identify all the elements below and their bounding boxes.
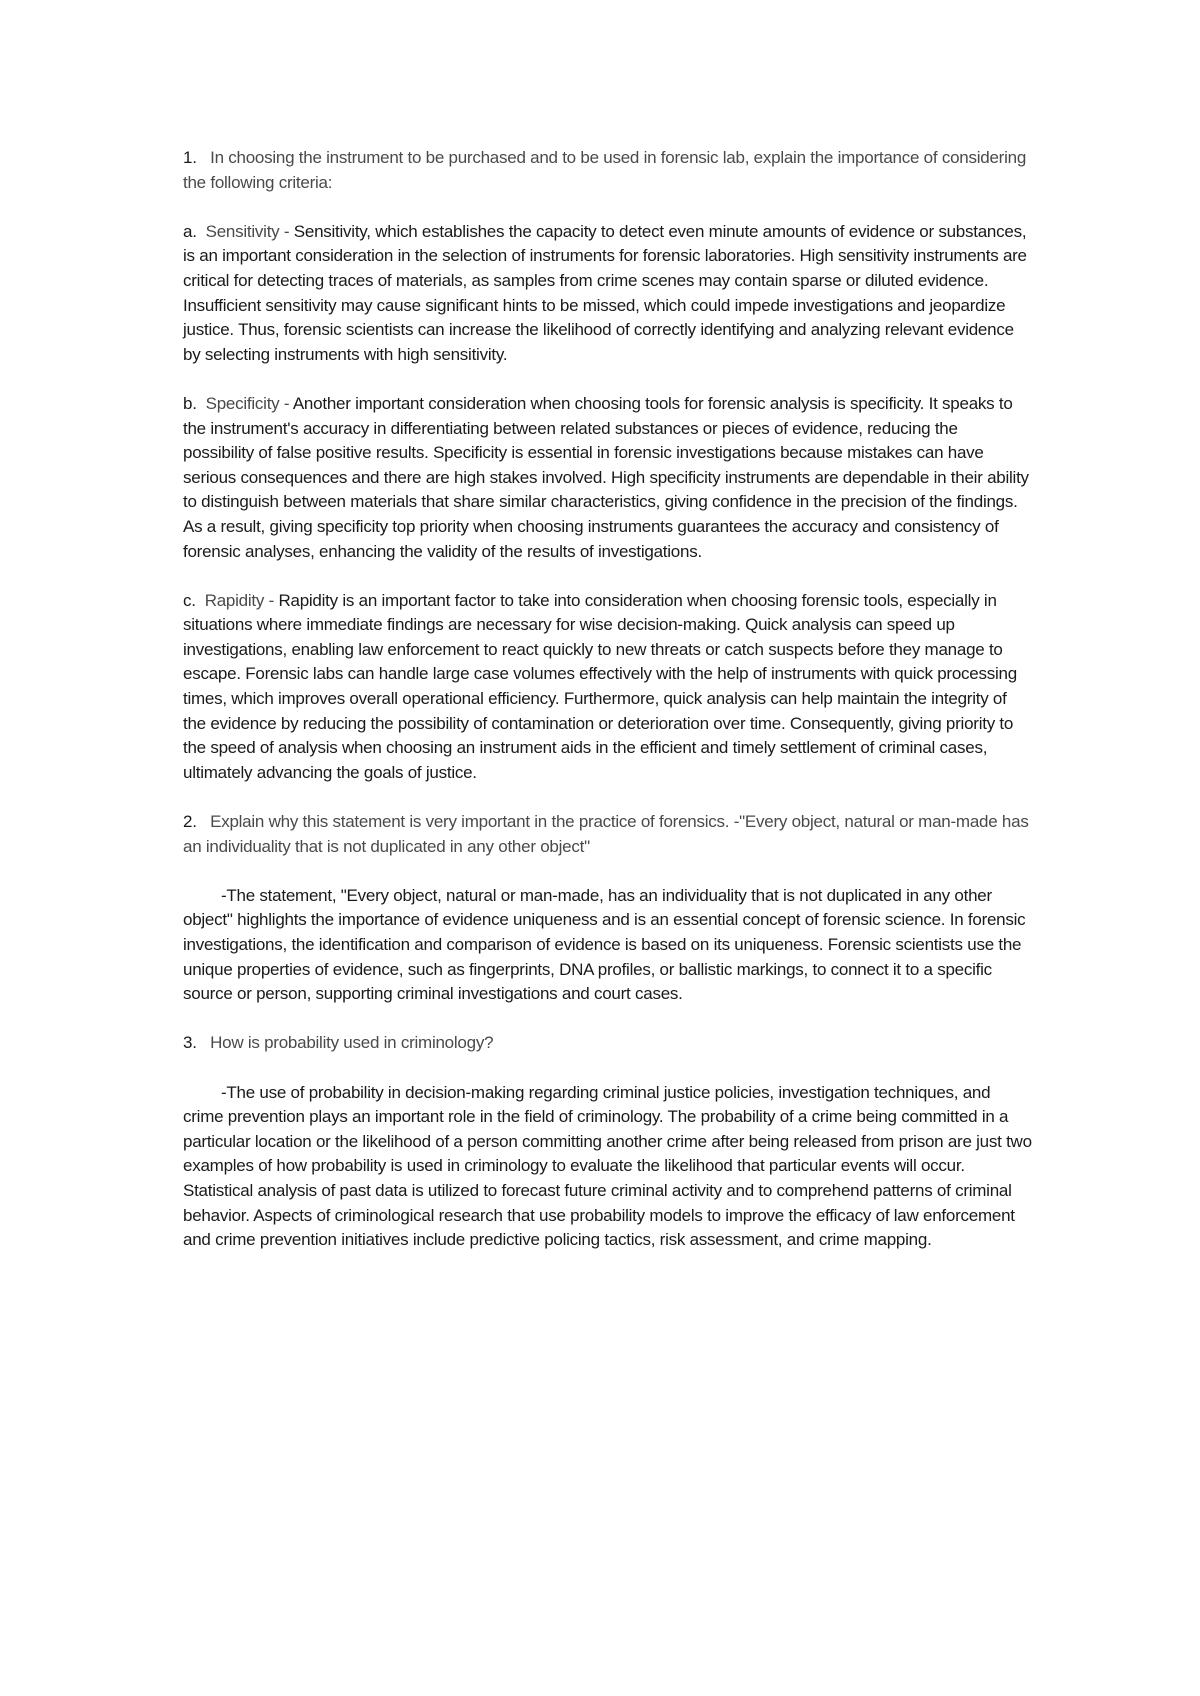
- question-2: [183, 810, 1033, 859]
- question-2-text: Explain why this statement is very important in the practice of forensics. -"Every object, natural or man-made has an individuality that is not duplicated in any other object": [183, 812, 1029, 856]
- spacer: [183, 564, 1033, 589]
- spacer: [183, 367, 1033, 392]
- question-1: [183, 146, 1033, 195]
- criterion-c-separator: -: [264, 590, 279, 610]
- criterion-b-label: Specificity: [205, 393, 280, 413]
- criterion-c-paragraph: [183, 589, 1033, 786]
- document-page: [183, 146, 1033, 1253]
- answer-3-paragraph: -The use of probability in decision-making regarding criminal justice policies, investigation techniques, and crime prevention plays an important role in the field of criminology. The probability of a crime being committed in a particular location or the likelihood of a person committing another crime after being released from prison are just two examples of how probability is used in criminology to evaluate the likelihood that particular events will occur. Statistical analysis of past data is utilized to forecast future criminal activity and to comprehend patterns of criminal behavior. Aspects of criminological research that use probability models to improve the efficacy of law enforcement and crime prevention initiatives include predictive policing tactics, risk assessment, and crime mapping.: [183, 1082, 1032, 1250]
- question-3-number: 3.: [183, 1033, 197, 1053]
- answer-2-paragraph: -The statement, "Every object, natural or man-made, has an individuality that is not duplicated in any other object" highlights the importance of evidence uniqueness and is an essential concept of forensic science. In forensic investigations, the identification and comparison of evidence is based on its uniqueness. Forensic scientists use the unique properties of evidence, such as fingerprints, DNA profiles, or ballistic markings, to connect it to a specific source or person, supporting criminal investigations and court cases.: [183, 885, 1026, 1004]
- criterion-a-marker: a.: [183, 221, 197, 241]
- criterion-b-separator: -: [279, 393, 293, 413]
- spacer: [183, 1056, 1033, 1081]
- spacer: [183, 785, 1033, 810]
- question-2-number: 2.: [183, 812, 197, 832]
- spacer: [183, 1007, 1033, 1032]
- question-1-number: 1.: [183, 148, 197, 167]
- question-3: [183, 1031, 1033, 1056]
- criterion-b-text: Another important consideration when choosing tools for forensic analysis is specificity. It speaks to the instrument's accuracy in differentiating between related substances or pieces of evidence, reducing the possibility of false positive results. Specificity is essential in forensic investigations because mistakes can have serious consequences and there are high stakes involved. High specificity instruments are dependable in their ability to distinguish between materials that share similar characteristics, giving confidence in the precision of the findings. As a result, giving specificity top priority when choosing instruments guarantees the accuracy and consistency of forensic analyses, enhancing the validity of the results of investigations.: [183, 393, 1029, 561]
- criterion-a-paragraph: [183, 220, 1033, 368]
- criterion-a-label: Sensitivity: [205, 221, 280, 241]
- criterion-c-marker: c.: [183, 590, 196, 610]
- question-3-text: How is probability used in criminology?: [210, 1033, 494, 1053]
- question-1-text: In choosing the instrument to be purchased and to be used in forensic lab, explain the importance of considering the following criteria:: [183, 148, 1027, 192]
- criterion-b-paragraph: [183, 392, 1033, 564]
- spacer: [183, 859, 1033, 884]
- criterion-b-marker: b.: [183, 393, 197, 413]
- criterion-c-text: Rapidity is an important factor to take into consideration when choosing forensic tools, especially in situations where immediate findings are necessary for wise decision-making. Quick analysis can speed up investigations, enabling law enforcement to react quickly to new threats or catch suspects before they manage to escape. Forensic labs can handle large case volumes effectively with the help of instruments with quick processing times, which improves overall operational efficiency. Furthermore, quick analysis can help maintain the integrity of the evidence by reducing the possibility of contamination or deterioration over time. Consequently, giving priority to the speed of analysis when choosing an instrument aids in the efficient and timely settlement of criminal cases, ultimately advancing the goals of justice.: [183, 590, 1017, 782]
- criterion-a-separator: -: [279, 221, 294, 241]
- spacer: [183, 195, 1033, 220]
- criterion-c-label: Rapidity: [204, 590, 265, 610]
- criterion-a-text: Sensitivity, which establishes the capacity to detect even minute amounts of evidence or substances, is an important consideration in the selection of instruments for forensic laboratories. High sensitivity instruments are critical for detecting traces of materials, as samples from crime scenes may contain sparse or diluted evidence. Insufficient sensitivity may cause significant hints to be missed, which could impede investigations and jeopardize justice. Thus, forensic scientists can increase the likelihood of correctly identifying and analyzing relevant evidence by selecting instruments with high sensitivity.: [183, 221, 1027, 364]
